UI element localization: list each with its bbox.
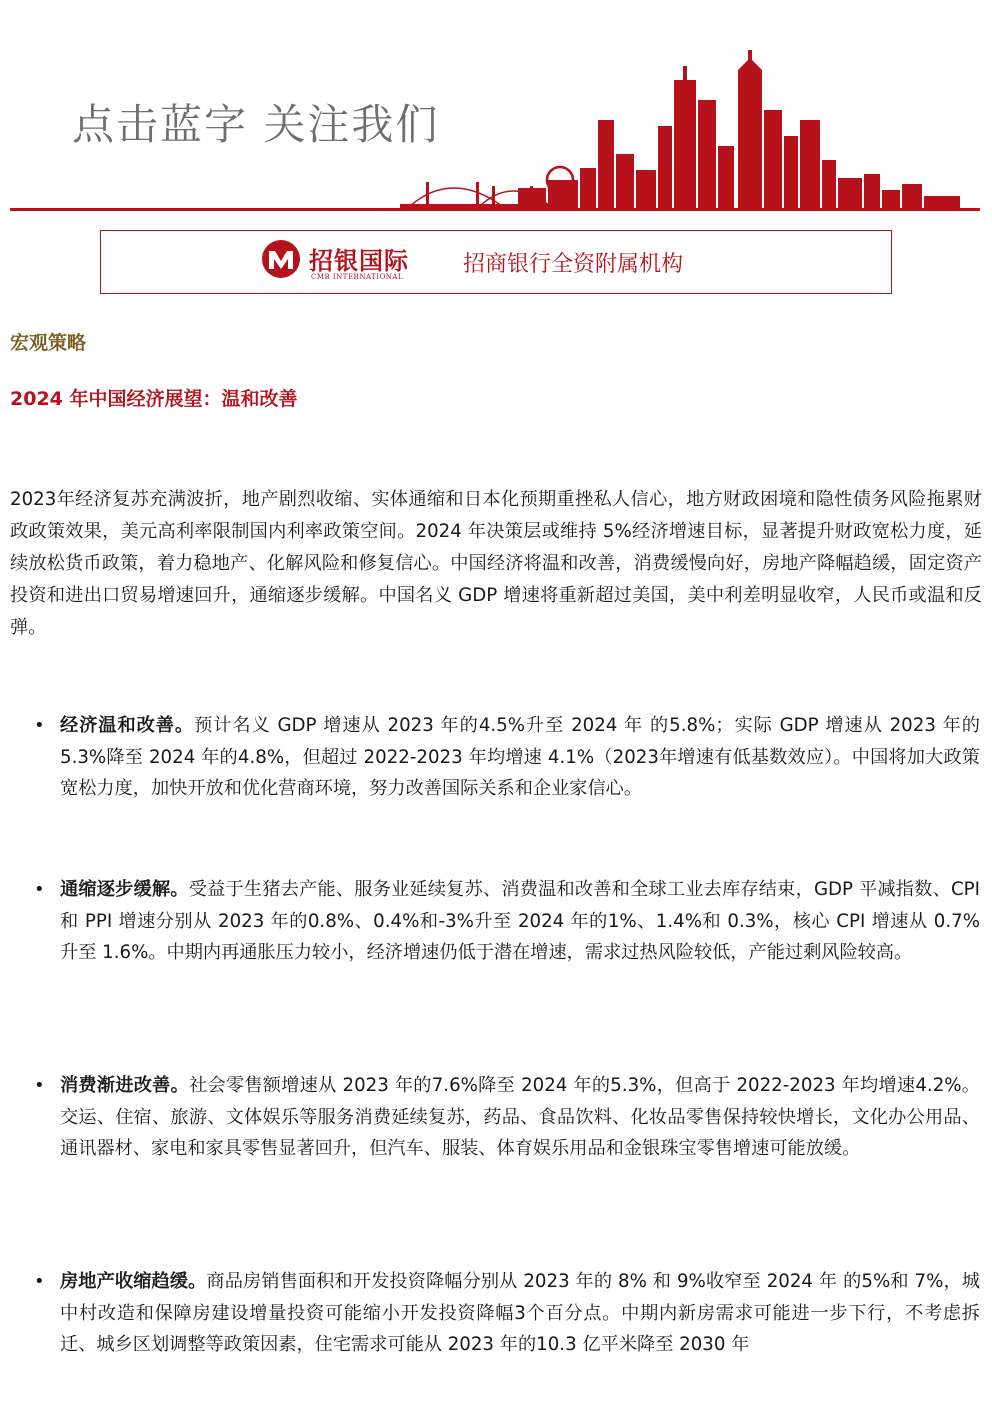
bullet-icon: • <box>34 715 45 736</box>
bullet-heading: 经济温和改善。 <box>60 715 195 736</box>
bullet-heading: 通缩逐步缓解。 <box>60 879 189 900</box>
brand-banner <box>100 230 892 294</box>
bullet-text: 商品房销售面积和开发投资降幅分别从 2023 年的 8% 和 9%收窄至 2024 年 的5%和 7%，城中村改造和保障房建设增量投资可能缩小开发投资降幅3个百分点。中期内新房需求可能进一步下行，不考虑拆迁、城乡区划调整等政策因素，住宅需求可能从 2023 年的10.3 亿平米降至 2030 年 <box>60 1271 980 1355</box>
bullet-heading: 消费渐进改善。 <box>60 1075 190 1096</box>
list-item <box>34 1070 980 1165</box>
cmb-logo-icon <box>261 239 301 279</box>
brand-name-en: CMB INTERNATIONAL <box>311 273 404 281</box>
hero-title: 点击蓝字 关注我们 <box>72 100 440 149</box>
list-item <box>34 874 980 969</box>
bullet-icon: • <box>34 1075 45 1096</box>
summary-paragraph: 2023年经济复苏充满波折，地产剧烈收缩、实体通缩和日本化预期重挫私人信心，地方财政困境和隐性债务风险拖累财政政策效果，美元高利率限制国内利率政策空间。2024 年决策层或维持 5%经济增速目标，显著提升财政宽松力度，延续放松货币政策，着力稳地产、化解风险和修复信心。中国经济将温和改善，消费缓慢向好，房地产降幅趋缓，固定资产投资和进出口贸易增速回升，通缩逐步缓解。中国名义 GDP 增速将重新超过美国，美中利差明显收窄，人民币或温和反弹。 <box>10 489 982 638</box>
list-item <box>34 1266 980 1361</box>
list-item <box>34 710 980 805</box>
bullet-icon: • <box>34 1271 45 1292</box>
report-title: 2024 年中国经济展望：温和改善 <box>10 388 298 410</box>
bullet-text: 受益于生猪去产能、服务业延续复苏、消费温和改善和全球工业去库存结束，GDP 平减指数、CPI 和 PPI 增速分别从 2023 年的0.8%、0.4%和-3%升至 2024 年的1%、1.4%和 0.3%，核心 CPI 增速从 0.7%升至 1.6%。中期内再通胀压力较小，经济增速仍低于潜在增速，需求过热风险较低，产能过剩风险较高。 <box>60 879 980 963</box>
city-skyline-illustration <box>380 50 980 212</box>
bullet-text: 社会零售额增速从 2023 年的7.6%降至 2024 年的5.3%，但高于 2022-2023 年均增速4.2%。交运、住宿、旅游、文体娱乐等服务消费延续复苏，药品、食品饮料、化妆品零售保持较快增长，文化办公用品、通讯器材、家电和家具零售显著回升，但汽车、服装、体育娱乐用品和金银珠宝零售增速可能放缓。 <box>60 1075 980 1159</box>
brand-tagline: 招商银行全资附属机构 <box>463 252 684 277</box>
brand-name-cn: 招银国际 <box>309 246 409 275</box>
header-divider <box>10 208 980 211</box>
bullet-icon: • <box>34 879 45 900</box>
bullet-heading: 房地产收缩趋缓。 <box>60 1271 207 1292</box>
section-label: 宏观策略 <box>10 332 87 354</box>
bullet-text: 预计名义 GDP 增速从 2023 年的4.5%升至 2024 年 的5.8%；实际 GDP 增速从 2023 年的5.3%降至 2024 年的4.8%，但超过 2022-2023 年均增速 4.1%（2023年增速有低基数效应）。中国将加大政策宽松力度，加快开放和优化营商环境，努力改善国际关系和企业家信心。 <box>60 715 980 799</box>
